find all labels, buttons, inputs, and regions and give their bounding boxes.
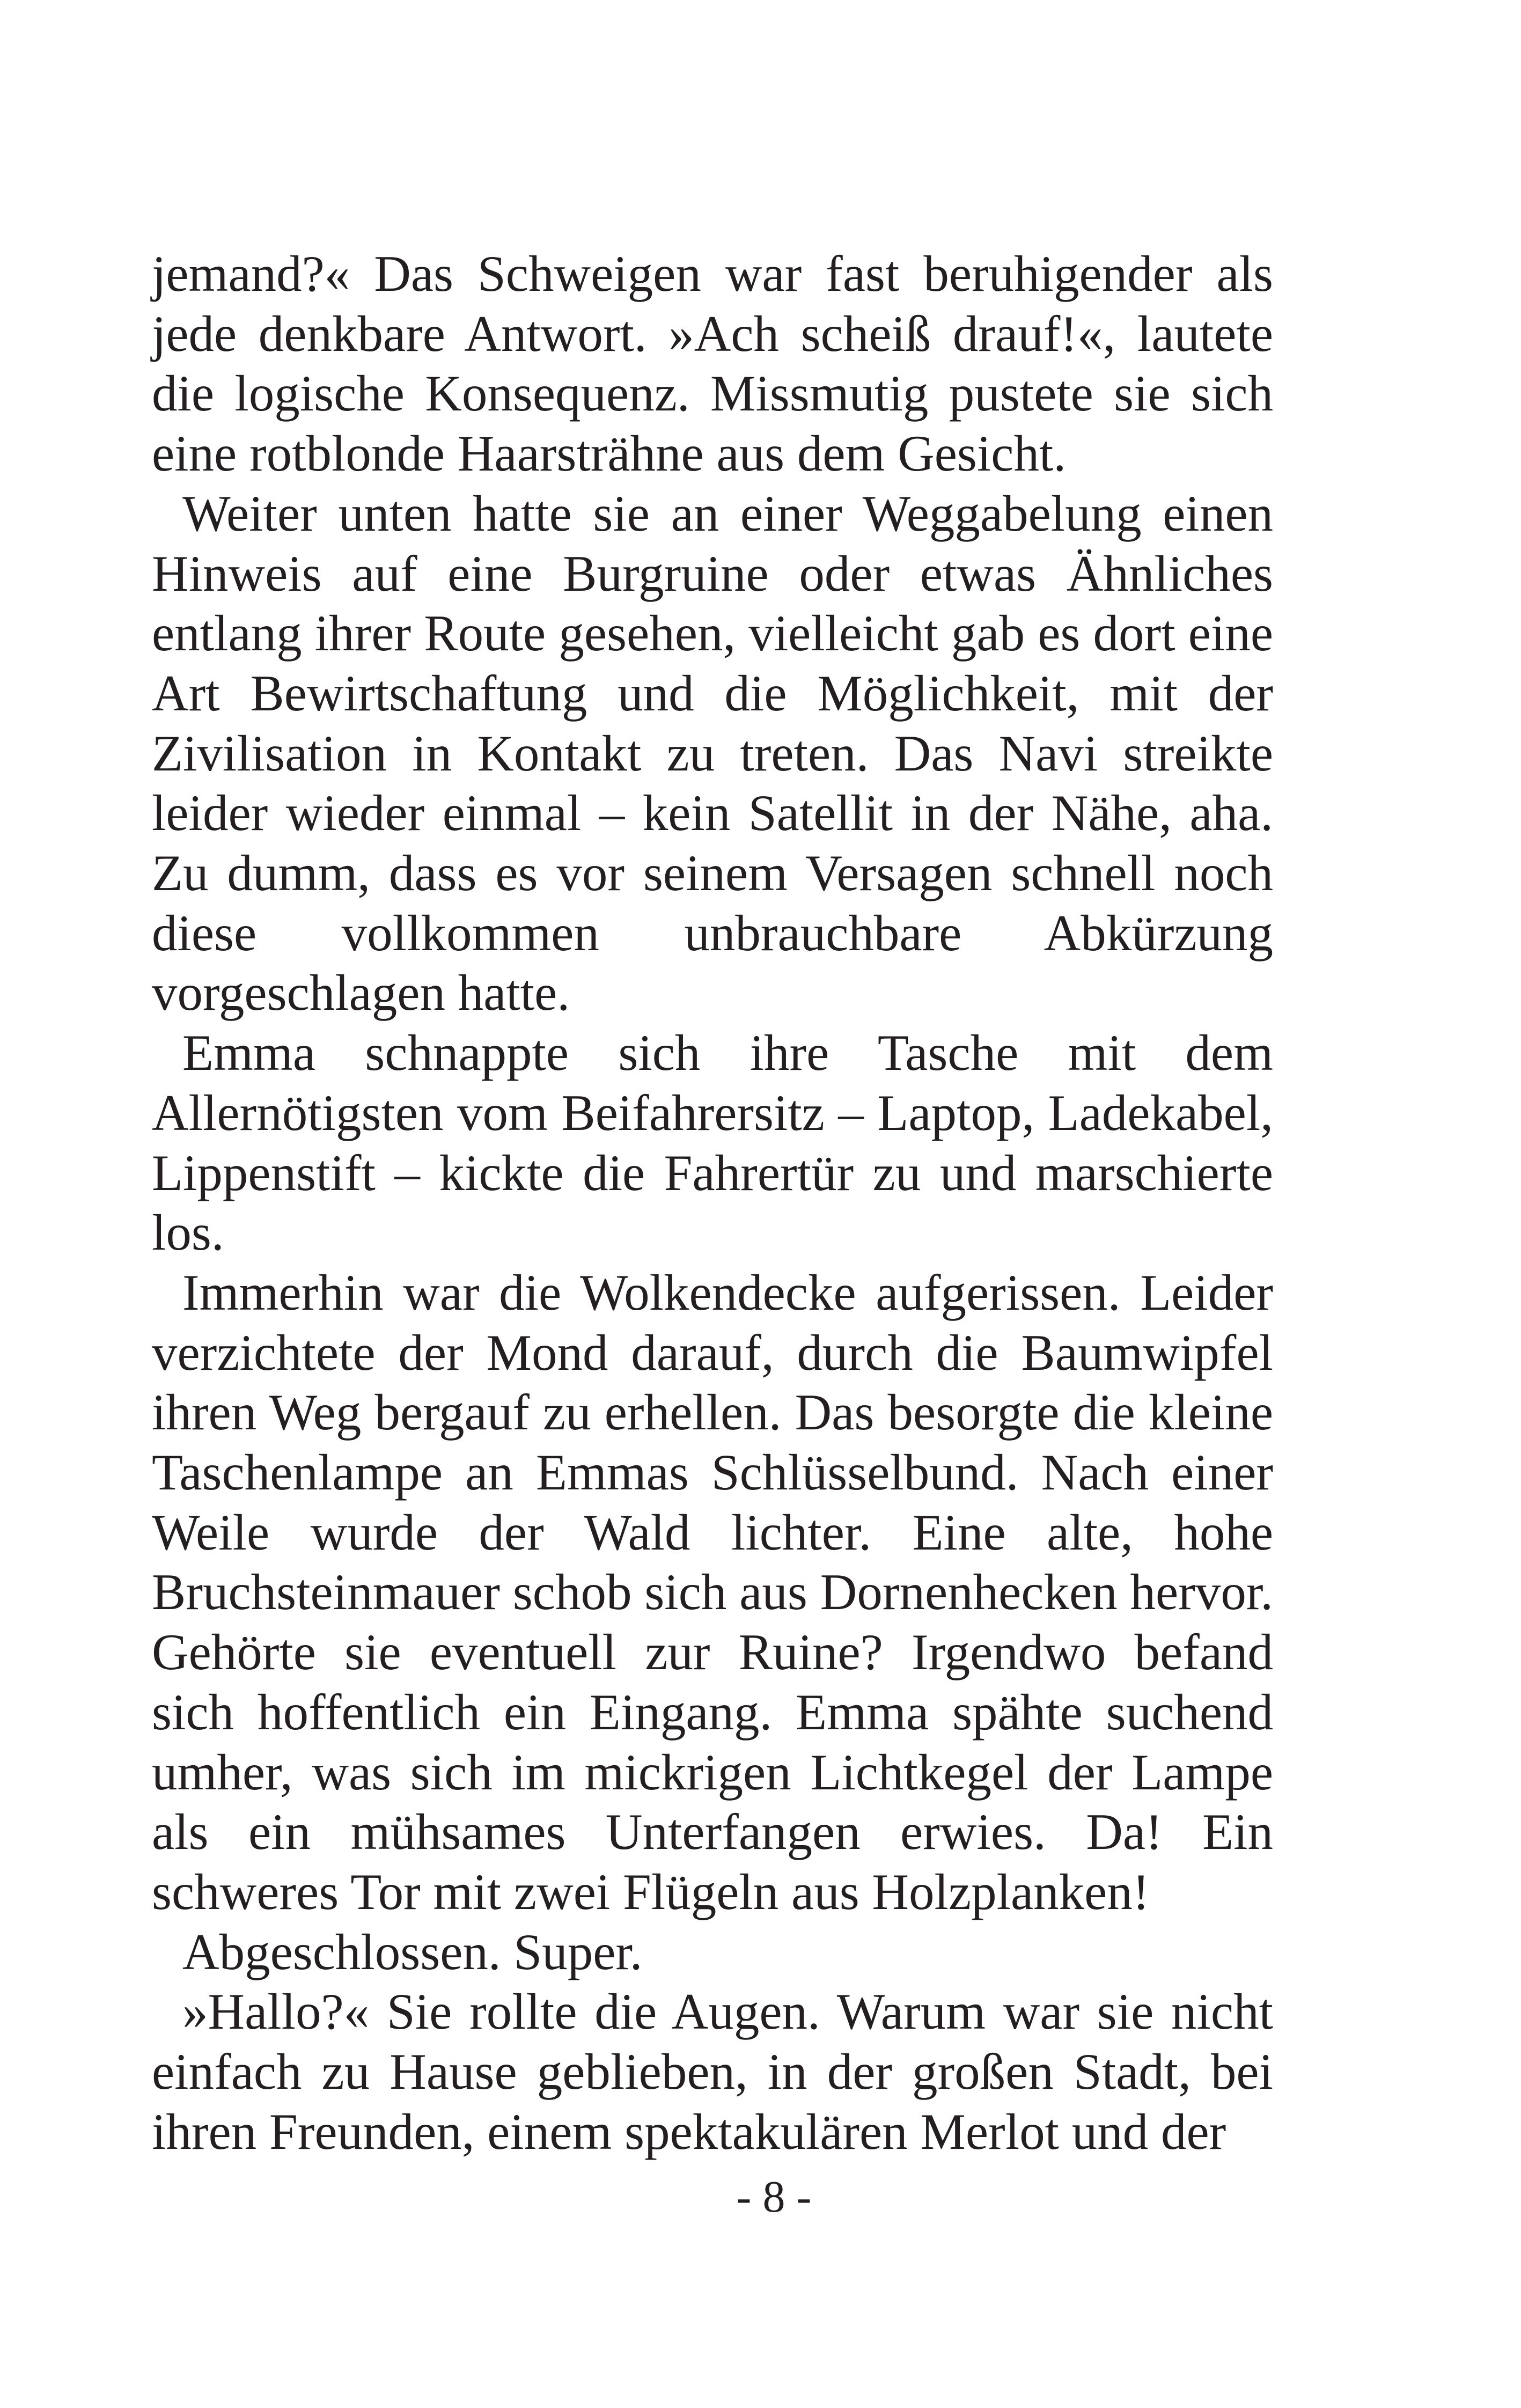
paragraph: Immerhin war die Wolkendecke aufgerissen. Leider verzichtete der Mond darauf, durch die Baumwipfel ihren Weg bergauf zu erhellen. Das besorgte die kleine Taschenlampe an Emmas Schlüsselbund. Nach einer Weile wurde der Wald lichter. Eine alte, hohe Bruchsteinmauer schob sich aus Dornenhecken hervor. Gehörte sie eventuell zur Ruine? Irgendwo befand sich hoffentlich ein Eingang. Emma spähte suchend umher, was sich im mickrigen Lichtkegel der Lampe als ein mühsames Unterfangen erwies. Da! Ein schweres Tor mit zwei Flügeln aus Holzplanken! bbox=[152, 1264, 1273, 1920]
paragraph: Weiter unten hatte sie an einer Weggabelung einen Hinweis auf eine Burgruine oder etwas Ähnliches entlang ihrer Route gesehen, vielleicht gab es dort eine Art Bewirtschaftung und die Möglichkeit, mit der Zivilisation in Kontakt zu treten. Das Navi streikte leider wieder einmal – kein Satellit in der Nähe, aha. Zu dumm, dass es vor seinem Versagen schnell noch diese vollkommen unbrauchbare Abkürzung vorgeschlagen hatte. bbox=[152, 484, 1273, 1022]
paragraph: jemand?« Das Schweigen war fast beruhigender als jede denkbare Antwort. »Ach scheiß drauf!«, lautete die logische Konsequenz. Missmutig pustete sie sich eine rotblonde Haarsträhne aus dem Gesicht. bbox=[152, 245, 1273, 482]
page-number: - 8 - bbox=[736, 2172, 812, 2222]
paragraph: Abgeschlossen. Super. bbox=[182, 1923, 643, 1980]
page-body bbox=[152, 244, 1273, 2162]
paragraph: Emma schnappte sich ihre Tasche mit dem Allernötigsten vom Beifahrersitz – Laptop, Ladekabel, Lippenstift – kickte die Fahrertür zu und marschierte los. bbox=[152, 1024, 1273, 1261]
paragraph: »Hallo?« Sie rollte die Augen. Warum war sie nicht einfach zu Hause geblieben, in der großen Stadt, bei ihren Freunden, einem spektakulären Merlot und der bbox=[152, 1983, 1273, 2160]
